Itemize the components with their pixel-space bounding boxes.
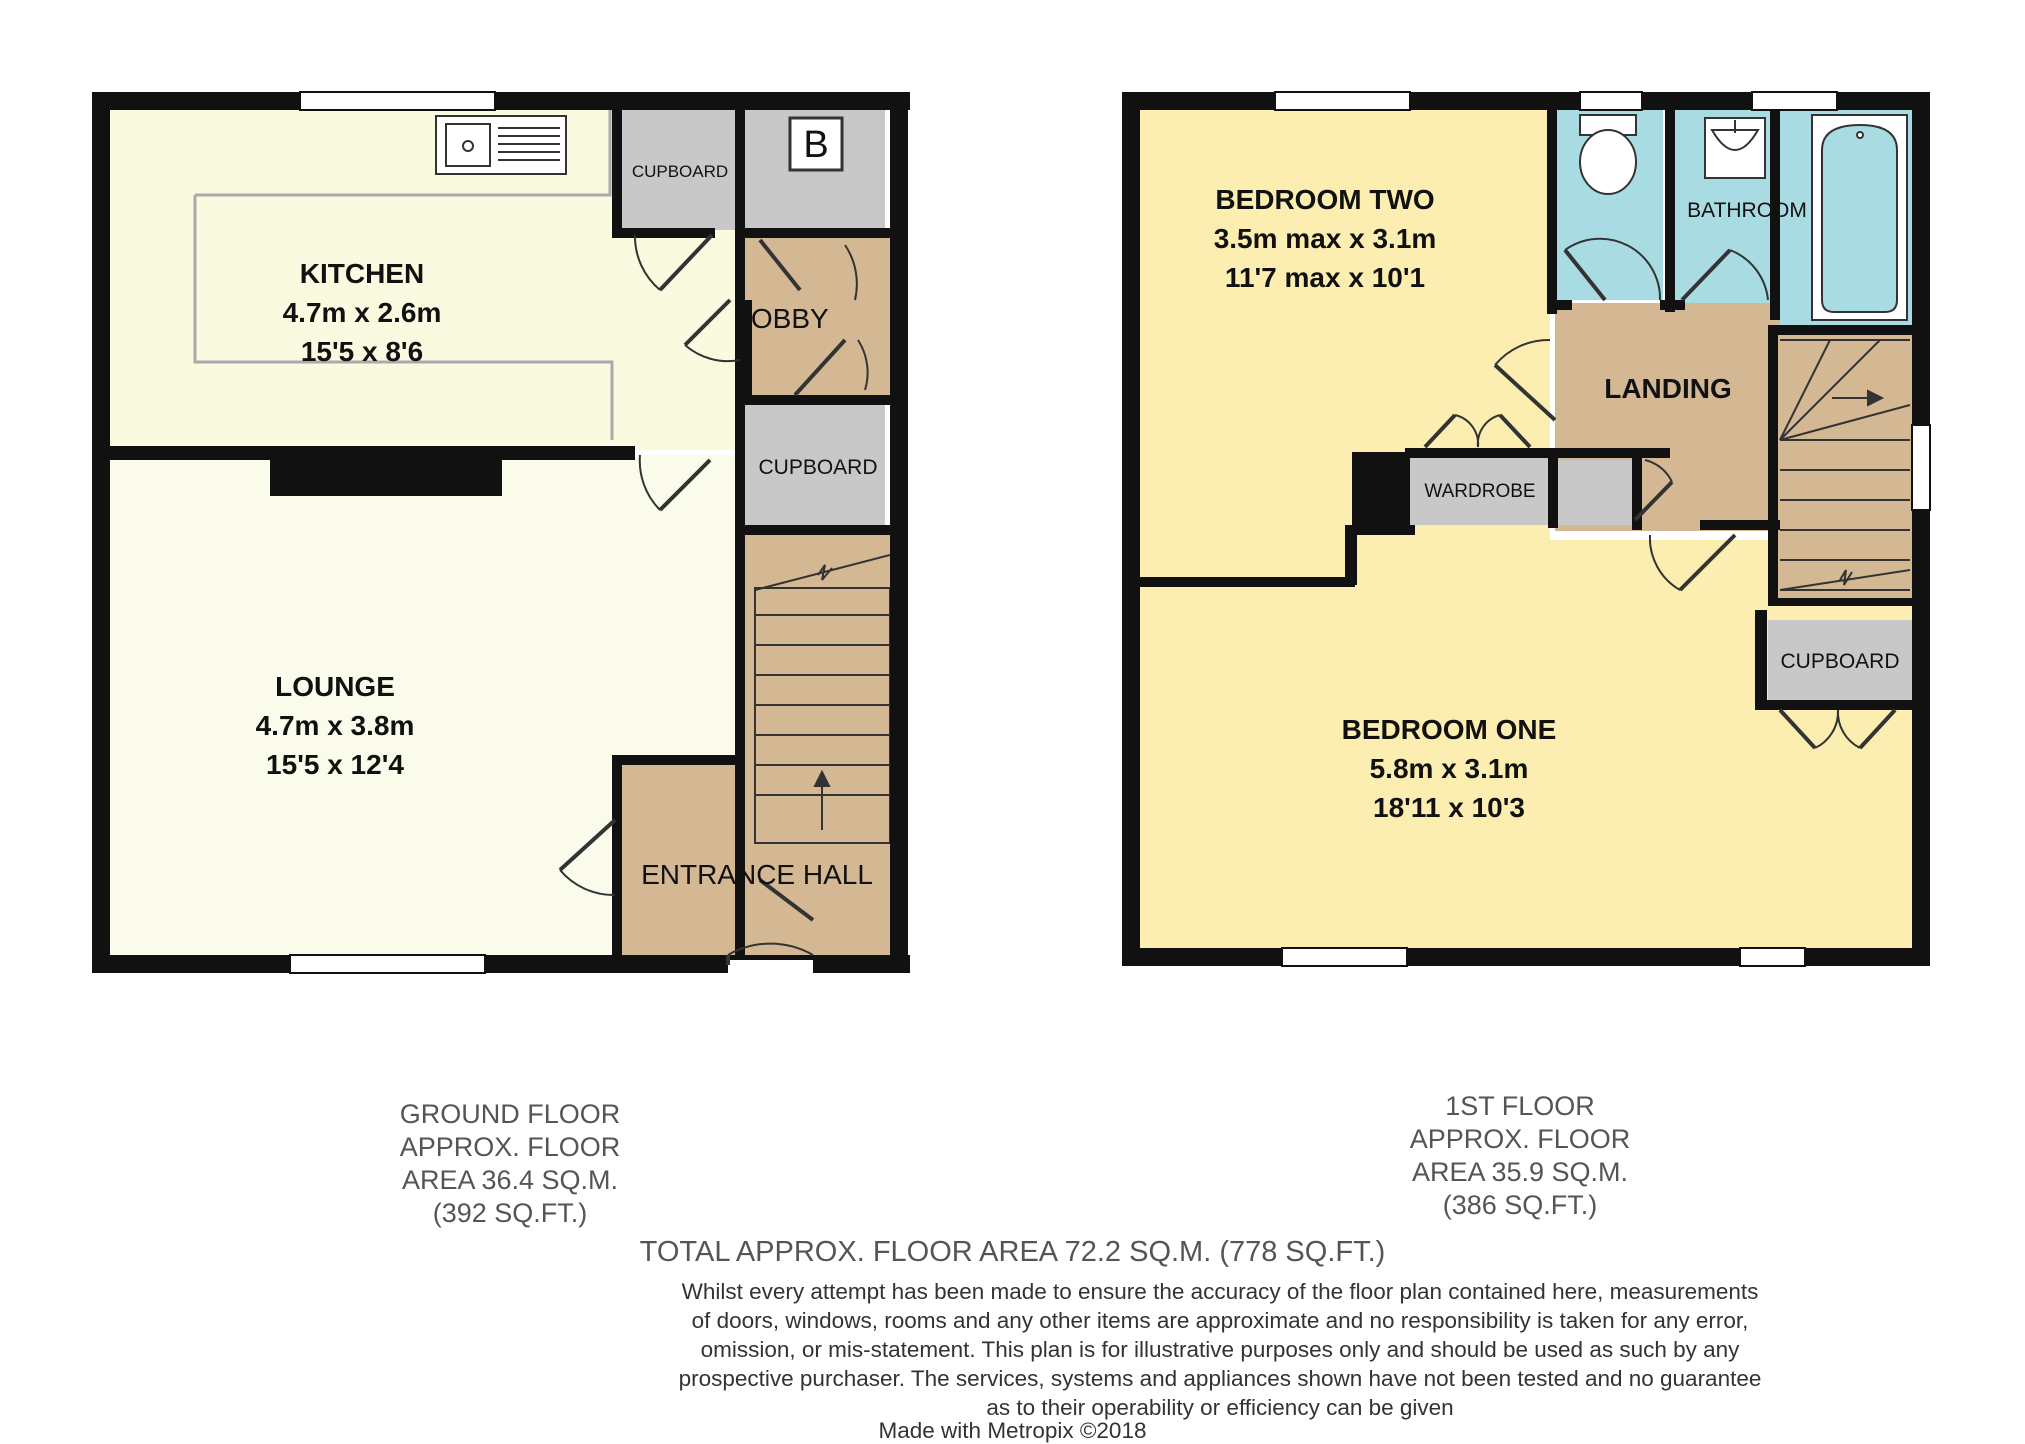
credit: Made with Metropix ©2018 [878, 1418, 1147, 1443]
window-kitchen [300, 92, 495, 110]
first-floor-area-line4: (386 SQ.FT.) [1442, 1190, 1598, 1220]
first-floor-area-info [1360, 1090, 1680, 1222]
lounge-metric: 4.7m x 3.8m [255, 710, 415, 741]
window-wc [1580, 92, 1642, 110]
window-stairs [1912, 425, 1930, 510]
boiler-label: B [803, 124, 829, 166]
window-bathroom [1752, 92, 1837, 110]
first-floor-title: 1ST FLOOR [1445, 1091, 1595, 1121]
window-bedroom-one-left [1282, 948, 1407, 966]
disclaimer-line: of doors, windows, rooms and any other items are approximate and no responsibility is taken for any error, [691, 1308, 1749, 1333]
first-floor-area-line3: AREA 35.9 SQ.M. [1411, 1157, 1629, 1187]
disclaimer [600, 1277, 1840, 1422]
bedroom-one-label: BEDROOM ONE [1341, 714, 1557, 745]
ground-floor-title: GROUND FLOOR [399, 1099, 621, 1129]
entrance-hall-label: ENTRANCE HALL [641, 859, 873, 890]
window-bedroom-two [1275, 92, 1410, 110]
toilet-icon [1580, 115, 1636, 194]
lobby-label: LOBBY [735, 303, 829, 334]
bedroom-one-imperial: 18'11 x 10'3 [1373, 792, 1525, 823]
landing-cupboard-area [1555, 460, 1640, 525]
first-floor-plan [1122, 92, 1930, 966]
disclaimer-line: omission, or mis-statement. This plan is for illustrative purposes only and should be used as such by any [700, 1337, 1740, 1362]
ground-floor-area-line4: (392 SQ.FT.) [432, 1198, 588, 1228]
sink-icon [436, 116, 566, 174]
basin-icon [1705, 118, 1765, 178]
window-bedroom-one-right [1740, 948, 1805, 966]
first-floor-area-line2: APPROX. FLOOR [1409, 1124, 1631, 1154]
disclaimer-line: prospective purchaser. The services, systems and appliances shown have not been tested and no guarantee [678, 1366, 1762, 1391]
lounge-imperial: 15'5 x 12'4 [266, 749, 404, 780]
ground-floor-area-info [340, 1098, 680, 1230]
ground-floor-plan [92, 92, 910, 974]
kitchen-metric: 4.7m x 2.6m [282, 297, 442, 328]
lounge-label: LOUNGE [275, 671, 395, 702]
bath-icon [1812, 115, 1907, 320]
total-floor-area: TOTAL APPROX. FLOOR AREA 72.2 SQ.M. (778 SQ.FT.) [639, 1236, 1386, 1268]
wardrobe-label: WARDROBE [1424, 481, 1536, 502]
cupboard-first-label: CUPBOARD [1780, 650, 1900, 673]
disclaimer-line: as to their operability or efficiency can be given [986, 1395, 1454, 1420]
bedroom-two-label: BEDROOM TWO [1215, 184, 1435, 215]
ground-floor-area-line2: APPROX. FLOOR [399, 1132, 621, 1162]
kitchen-label: KITCHEN [299, 258, 425, 289]
bedroom-one-metric: 5.8m x 3.1m [1369, 753, 1529, 784]
ground-floor-area-line3: AREA 36.4 SQ.M. [401, 1165, 619, 1195]
landing-label: LANDING [1604, 373, 1732, 404]
cupboard-top-label: CUPBOARD [631, 162, 729, 181]
cupboard-mid-label: CUPBOARD [758, 456, 878, 479]
bathroom-label: BATHROOM [1687, 199, 1807, 222]
window-lounge [290, 955, 485, 973]
bedroom-two-metric: 3.5m max x 3.1m [1213, 223, 1437, 254]
disclaimer-line: Whilst every attempt has been made to ensure the accuracy of the floor plan contained here, measurements [681, 1279, 1759, 1304]
bedroom-two-imperial: 11'7 max x 10'1 [1224, 262, 1426, 293]
kitchen-imperial: 15'5 x 8'6 [300, 336, 424, 367]
